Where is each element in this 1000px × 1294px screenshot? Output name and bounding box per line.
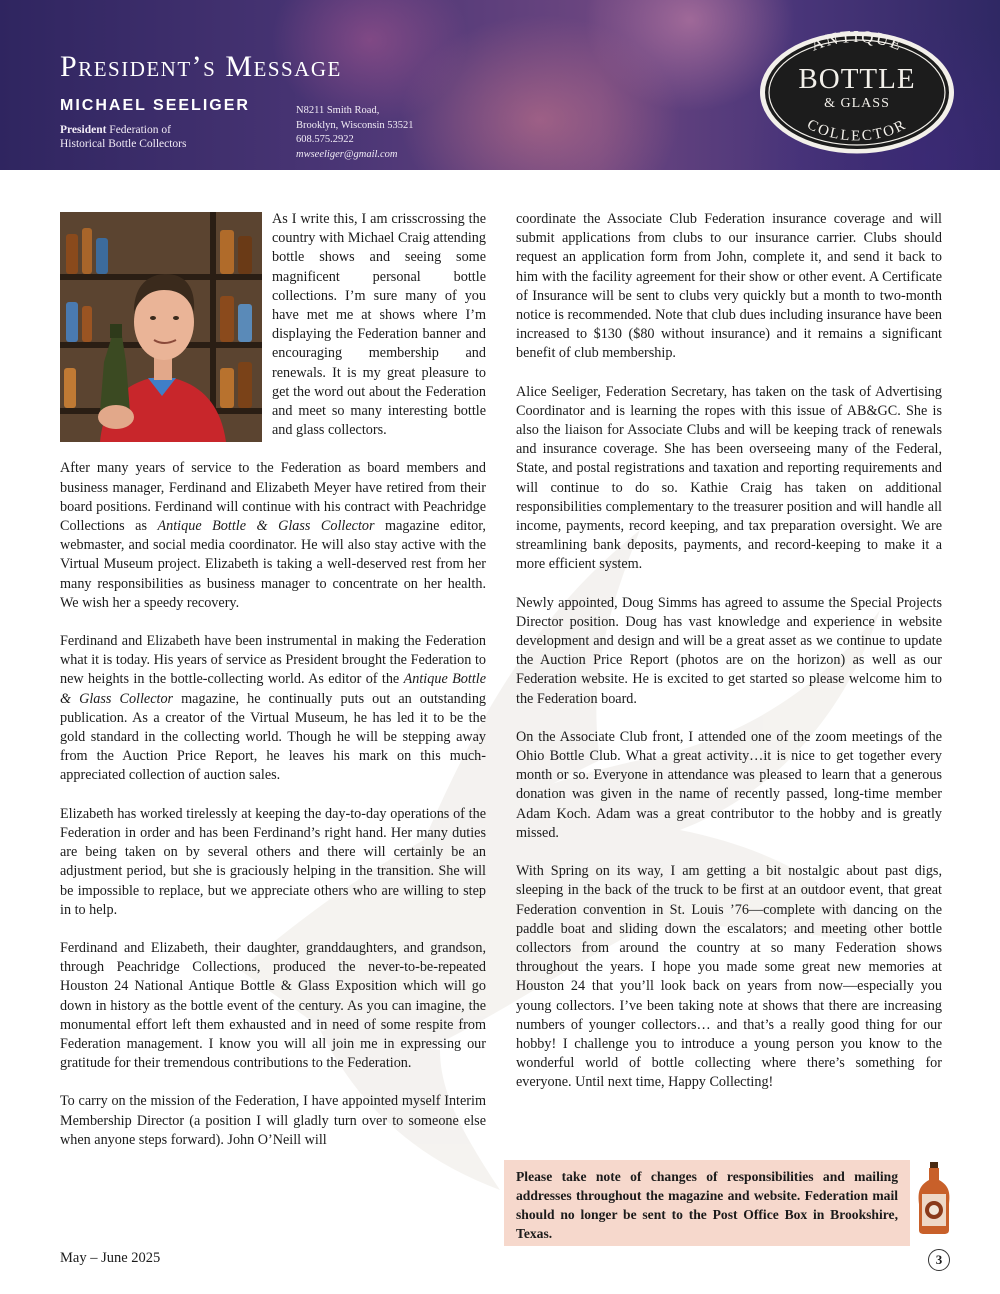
paragraph-text: Ferdinand and Elizabeth have been instrumental in making the Federation what it is today. His years of service as President brought the Federation to new heights in the bottle-collecting world. As editor of the — [60, 633, 486, 688]
right-column — [516, 210, 942, 1112]
paragraph-text: magazine, he continually puts out an outstanding publication. As a creator of the Virtual Museum, he has led it to be the gold standard in the collecting world. Though he will be stepping away from the Auction Price Report, he leaves his mark on this much-appreciated collection of auction sales. — [60, 690, 487, 784]
federation-bottle-icon — [916, 1160, 952, 1236]
author-role-title: President — [60, 124, 107, 136]
notice-box: Please take note of changes of responsibilities and mailing addresses throughout the magazine and website. Federation mail should no longer be sent to the Post Office Box in Brookshire, Texas. — [504, 1160, 910, 1246]
paragraph — [60, 459, 486, 613]
address-line2: Brooklyn, Wisconsin 53521 — [296, 119, 414, 131]
paragraph: Elizabeth has worked tirelessly at keeping the day-to-day operations of the Federation in order and has been Ferdinand’s right hand. Her many duties are being taken on by several others and there will certainly be an adjustment period, but she is graciously helping in the transition. She will be impossible to replace, but we appreciate others who are willing to step in to help. — [60, 805, 486, 918]
paragraph: Newly appointed, Doug Simms has agreed to assume the Special Projects Director position. Doug has vast knowledge and experience in website development and design and will be a great asset as we continue to update the Auction Price Report (photos are on the horizon) as well as our Federation website. He is excited to get started so please welcome him to the Federation board. — [516, 594, 942, 707]
logo-amp-text: & GLASS — [824, 96, 890, 111]
logo-bottom-text: COLLECTOR — [804, 116, 910, 145]
paragraph: To carry on the mission of the Federation, I have appointed myself Interim Membership Director (a position I will gladly turn over to someone else when anyone steps forward). John O’Neill will — [60, 1093, 486, 1148]
magazine-logo — [758, 30, 956, 155]
paragraph: As I write this, I am crisscrossing the country with Michael Craig attending bottle shows and seeing some magnificent personal bottle collections. I’m sure many of you have met me at shows where I’m displaying the Federation banner and encouraging membership and renewals. It is my great pleasure to get the word out about the Federation and meet so many interesting bottle and glass collectors. — [272, 211, 486, 439]
paragraph — [60, 632, 486, 786]
paragraph: On the Associate Club front, I attended one of the zoom meetings of the Ohio Bottle Club. What a great activity…it is nice to get together every month or so. Everyone in attendance was pleased to learn that a generous donation was given in the name of recently passed, long-time member Adam Koch. Adam was a great contributor to the hobby and is greatly missed. — [516, 728, 942, 841]
contact-block — [296, 104, 414, 162]
author-role — [60, 123, 270, 151]
paragraph: Ferdinand and Elizabeth, their daughter, granddaughters, and grandson, through Peachridge Collections, produced the never-to-be-repeated Houston 24 National Antique Bottle & Glass Exposition which will go down in history as the bottle event of the century. As you can imagine, the monumental effort left them exhausted and in need of some respite from Federation management. I know you will all join me in expressing our gratitude for their tremendous contributions to the Federation. — [60, 939, 486, 1072]
portrait-photo — [60, 212, 262, 442]
email-address[interactable]: mwseeliger@gmail.com — [296, 148, 398, 160]
address-line1: N8211 Smith Road, — [296, 105, 380, 116]
left-column — [60, 210, 486, 1169]
magazine-title: Antique Bottle & Glass Collector — [157, 518, 375, 535]
magazine-title: Antique Bottle & Glass Collector — [60, 671, 486, 707]
portrait-photo-image — [60, 212, 262, 442]
author-name: MICHAEL SEELIGER — [60, 97, 250, 114]
paragraph: With Spring on its way, I am getting a bit nostalgic about past digs, sleeping in the back of the truck to be first at an outdoor event, that great Federation convention in St. Louis ’76—complete with dancing on the paddle boat and sliding down the escalators; and meeting other bottle collectors from around the country at so many Federation shows throughout the years. I hope you made some great new memories at Houston 24 that you’ll look back on years from now—especially you young collectors. I’ve been taking note at shows that there are increasing numbers of younger collectors… and that’s a really good thing for our hobby! I challenge you to introduce a young person you know to the wonderful world of bottle collecting where there’s something for everyone. Until next time, Happy Collecting! — [516, 863, 942, 1091]
issue-date: May – June 2025 — [60, 1250, 161, 1266]
logo-top-text: ANTIQUE — [808, 30, 906, 55]
author-role-org: Federation of — [106, 124, 171, 136]
paragraph-text: After many years of service to the Federation as board members and business manager, Ferdinand and Elizabeth Meyer have retired from their board positions. Ferdinand will continue with his contract with Peachridge Collections as — [60, 460, 486, 535]
paragraph-text: magazine editor, webmaster, and social media coordinator. He will also stay active with the Virtual Museum project. Elizabeth is taking a well-deserved rest from her many responsibilities as business manager to concentrate on her health. We wish her a speedy recovery. — [60, 518, 486, 611]
author-role-org-line2: Historical Bottle Collectors — [60, 138, 187, 150]
header-banner — [0, 0, 1000, 170]
phone-number: 608.575.2922 — [296, 134, 354, 145]
page-number: 3 — [928, 1249, 950, 1271]
logo-middle-text: BOTTLE — [798, 63, 916, 95]
paragraph: Alice Seeliger, Federation Secretary, has taken on the task of Advertising Coordinator and is learning the ropes with this issue of AB&GC. She is also the liaison for Associate Clubs and will be keeping track of renewals and insurance coverage. She has been overseeing many of the Federal, State, and postal registrations and taxation and reporting requirements and will continue to do so. Kathie Craig has taken on additional responsibilities complementary to the treasurer position and will handle all income, payments, record keeping, and tax preparation oversight. We are streamlining bank deposits, payments, and record-keeping to make it a more efficient system. — [516, 383, 942, 573]
paragraph: coordinate the Associate Club Federation insurance coverage and will submit applications from clubs to our insurance carrier. Clubs should request an application form from John, complete it, and send it back to him with the facility agreement for their show or other event. A Certificate of Insurance will be sent to clubs very quickly but a month to two-month notice is recommended. Note that club dues including insurance have been increased to $130 ($80 without insurance) and it remains a significant benefit of club membership. — [516, 211, 942, 362]
page-title: President’s Message — [60, 50, 342, 83]
